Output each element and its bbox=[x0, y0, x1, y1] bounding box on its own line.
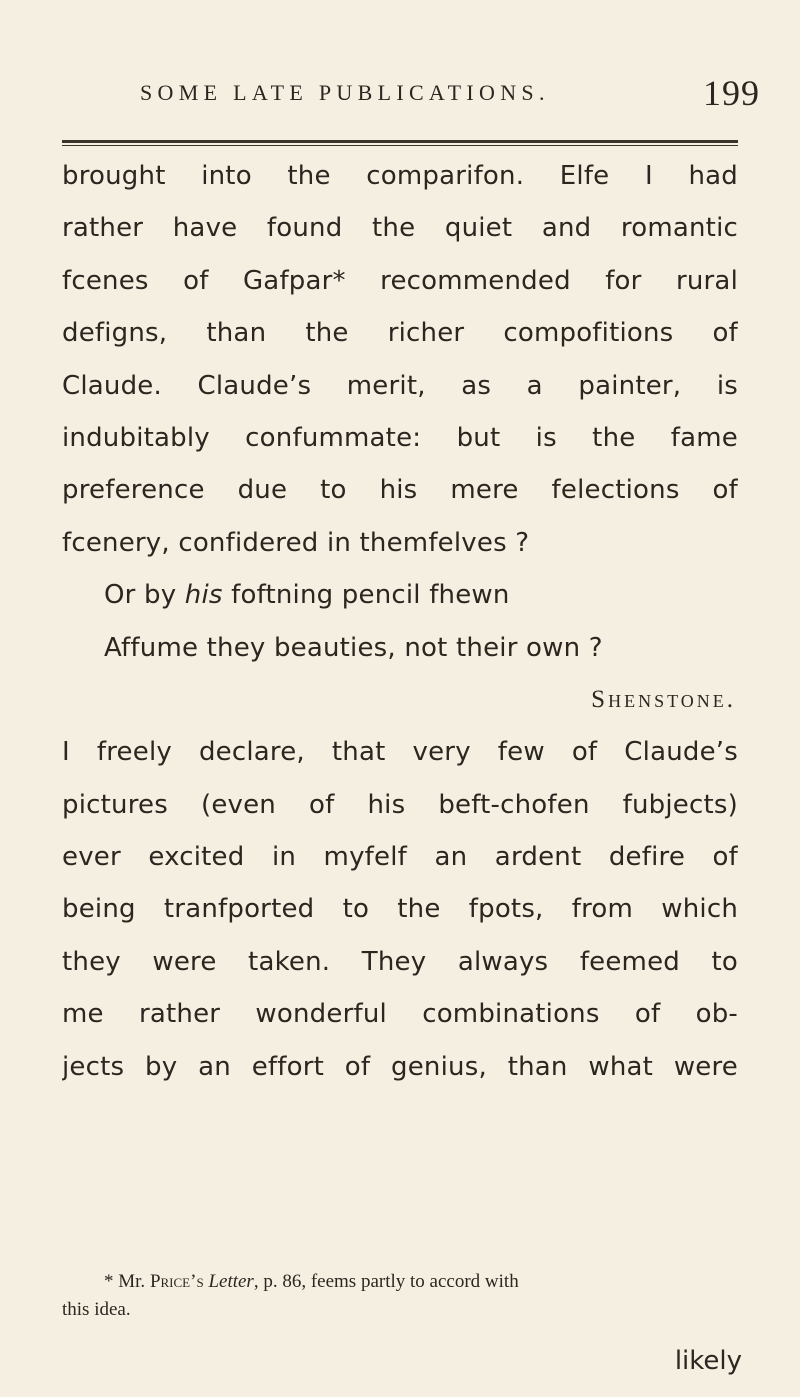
text-line: being tranfported to the fpots, from which bbox=[62, 894, 738, 925]
text-line: indubitably confummate: but is the fame bbox=[62, 422, 738, 453]
verse-text: Or by bbox=[104, 580, 185, 611]
running-title: SOME LATE PUBLICATIONS. bbox=[140, 80, 550, 105]
body-text bbox=[62, 150, 738, 1093]
verse-italic-word: his bbox=[184, 580, 223, 611]
verse-line: Affume they beauties, not their own ? bbox=[104, 632, 603, 663]
footnote bbox=[62, 1268, 738, 1324]
verse-text: foftning pencil fhewn bbox=[222, 580, 510, 611]
text-line: pictures (even of his beft-chofen fubjects) bbox=[62, 789, 738, 820]
verse-attribution: Shenstone. bbox=[591, 685, 736, 713]
page-number: 199 bbox=[703, 73, 760, 113]
text-line: I freely declare, that very few of Claude’s bbox=[62, 737, 738, 768]
text-line: defigns, than the richer compofitions of bbox=[62, 318, 738, 349]
footnote-text: , p. 86, feems partly to accord with bbox=[253, 1271, 519, 1292]
footnote-line: this idea. bbox=[62, 1299, 131, 1320]
text-line: fcenery, confidered in themfelves ? bbox=[62, 527, 530, 558]
header-rule-thick bbox=[62, 140, 738, 143]
text-line: Claude. Claude’s merit, as a painter, is bbox=[62, 370, 738, 401]
text-line: me rather wonderful combinations of ob- bbox=[62, 999, 738, 1030]
catchword: likely bbox=[674, 1346, 742, 1376]
footnote-work-title: Letter bbox=[208, 1271, 254, 1292]
text-line: brought into the comparifon. Elfe I had bbox=[62, 161, 738, 191]
running-head bbox=[140, 72, 760, 122]
text-line: rather have found the quiet and romantic bbox=[62, 213, 738, 244]
text-line: fcenes of Gafpar* recommended for rural bbox=[62, 265, 738, 296]
text-line: jects by an effort of genius, than what were bbox=[62, 1051, 738, 1082]
footnote-line bbox=[62, 1268, 738, 1296]
verse-line bbox=[62, 569, 738, 621]
text-line: ever excited in myfelf an ardent defire of bbox=[62, 842, 738, 873]
text-line: they were taken. They always feemed to bbox=[62, 946, 738, 977]
footnote-author: Price’s bbox=[149, 1271, 204, 1292]
footnote-marker: * Mr. bbox=[104, 1271, 150, 1292]
header-rule-thin bbox=[62, 145, 738, 146]
text-line: preference due to his mere felections of bbox=[62, 475, 738, 506]
